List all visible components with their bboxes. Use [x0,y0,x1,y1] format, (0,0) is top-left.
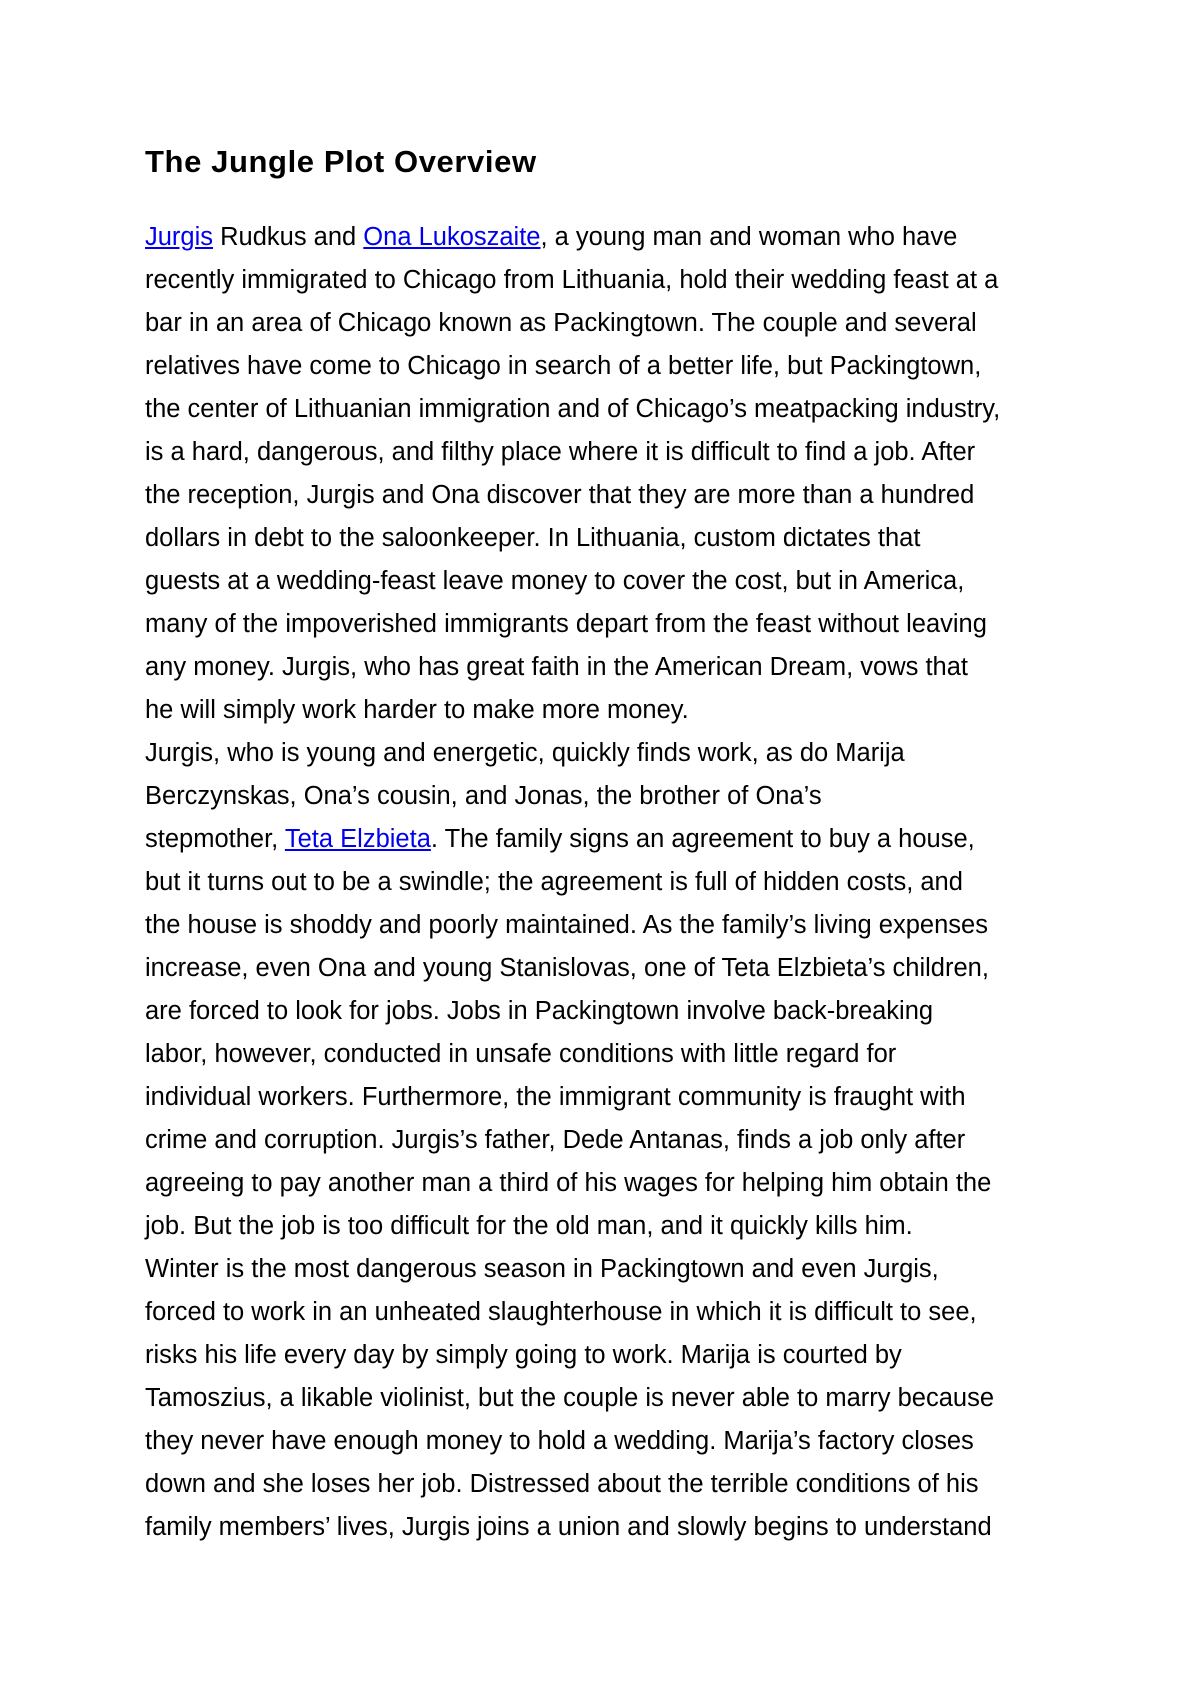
text-line: the reception, Jurgis and Ona discover that they are more than a hundred [145,481,975,509]
text-line: are forced to look for jobs. Jobs in Packingtown involve back-breaking [145,997,934,1025]
text-line: increase, even Ona and young Stanislovas, one of Teta Elzbieta’s children, [145,954,989,982]
text-line: recently immigrated to Chicago from Lithuania, hold their wedding feast at a [145,266,999,294]
text-line: Berczynskas, Ona’s cousin, and Jonas, the brother of Ona’s [145,782,822,810]
text-line: many of the impoverished immigrants depart from the feast without leaving [145,610,987,638]
text-line: forced to work in an unheated slaughterhouse in which it is difficult to see, [145,1298,977,1326]
text-line: Jurgis, who is young and energetic, quickly finds work, as do Marija [145,739,905,767]
body-text [145,216,1070,1549]
text-line: is a hard, dangerous, and filthy place where it is difficult to find a job. After [145,438,976,466]
text-line: family members’ lives, Jurgis joins a union and slowly begins to understand [145,1513,992,1541]
text-line: agreeing to pay another man a third of his wages for helping him obtain the [145,1169,992,1197]
text-line: guests at a wedding-feast leave money to cover the cost, but in America, [145,567,965,595]
link-teta-elzbieta[interactable]: Teta Elzbieta [284,825,431,853]
text-line: job. But the job is too difficult for the old man, and it quickly kills him. [145,1212,913,1240]
text-line: the house is shoddy and poorly maintained. As the family’s living expenses [145,911,988,939]
text-line: individual workers. Furthermore, the immigrant community is fraught with [145,1083,966,1111]
text-line: but it turns out to be a swindle; the agreement is full of hidden costs, and [145,868,963,896]
text-line: down and she loses her job. Distressed about the terrible conditions of his [145,1470,979,1498]
text-line: bar in an area of Chicago known as Packingtown. The couple and several [145,309,977,337]
text-line: he will simply work harder to make more money. [145,696,689,724]
text-line: dollars in debt to the saloonkeeper. In Lithuania, custom dictates that [145,524,921,552]
page-title: The Jungle Plot Overview [145,144,537,179]
text-line: relatives have come to Chicago in search of a better life, but Packingtown, [145,352,982,380]
text-line: they never have enough money to hold a wedding. Marija’s factory closes [145,1427,974,1455]
text-line: Winter is the most dangerous season in Packingtown and even Jurgis, [145,1255,939,1283]
text-line: any money. Jurgis, who has great faith in the American Dream, vows that [145,653,968,681]
text-line: crime and corruption. Jurgis’s father, Dede Antanas, finds a job only after [145,1126,966,1154]
document-page [145,140,1070,1549]
text-line: risks his life every day by simply going to work. Marija is courted by [145,1341,902,1369]
link-ona-lukoszaite[interactable]: Ona Lukoszaite [363,223,541,251]
text-line: labor, however, conducted in unsafe conditions with little regard for [145,1040,897,1068]
text-line: Jurgis Rudkus and Ona Lukoszaite, a young man and woman who have [145,223,958,251]
link-jurgis[interactable]: Jurgis [145,223,214,251]
text-line: Tamoszius, a likable violinist, but the couple is never able to marry because [145,1384,995,1412]
text-line: the center of Lithuanian immigration and of Chicago’s meatpacking industry, [145,395,1001,423]
text-line: stepmother, Teta Elzbieta. The family signs an agreement to buy a house, [145,825,975,853]
